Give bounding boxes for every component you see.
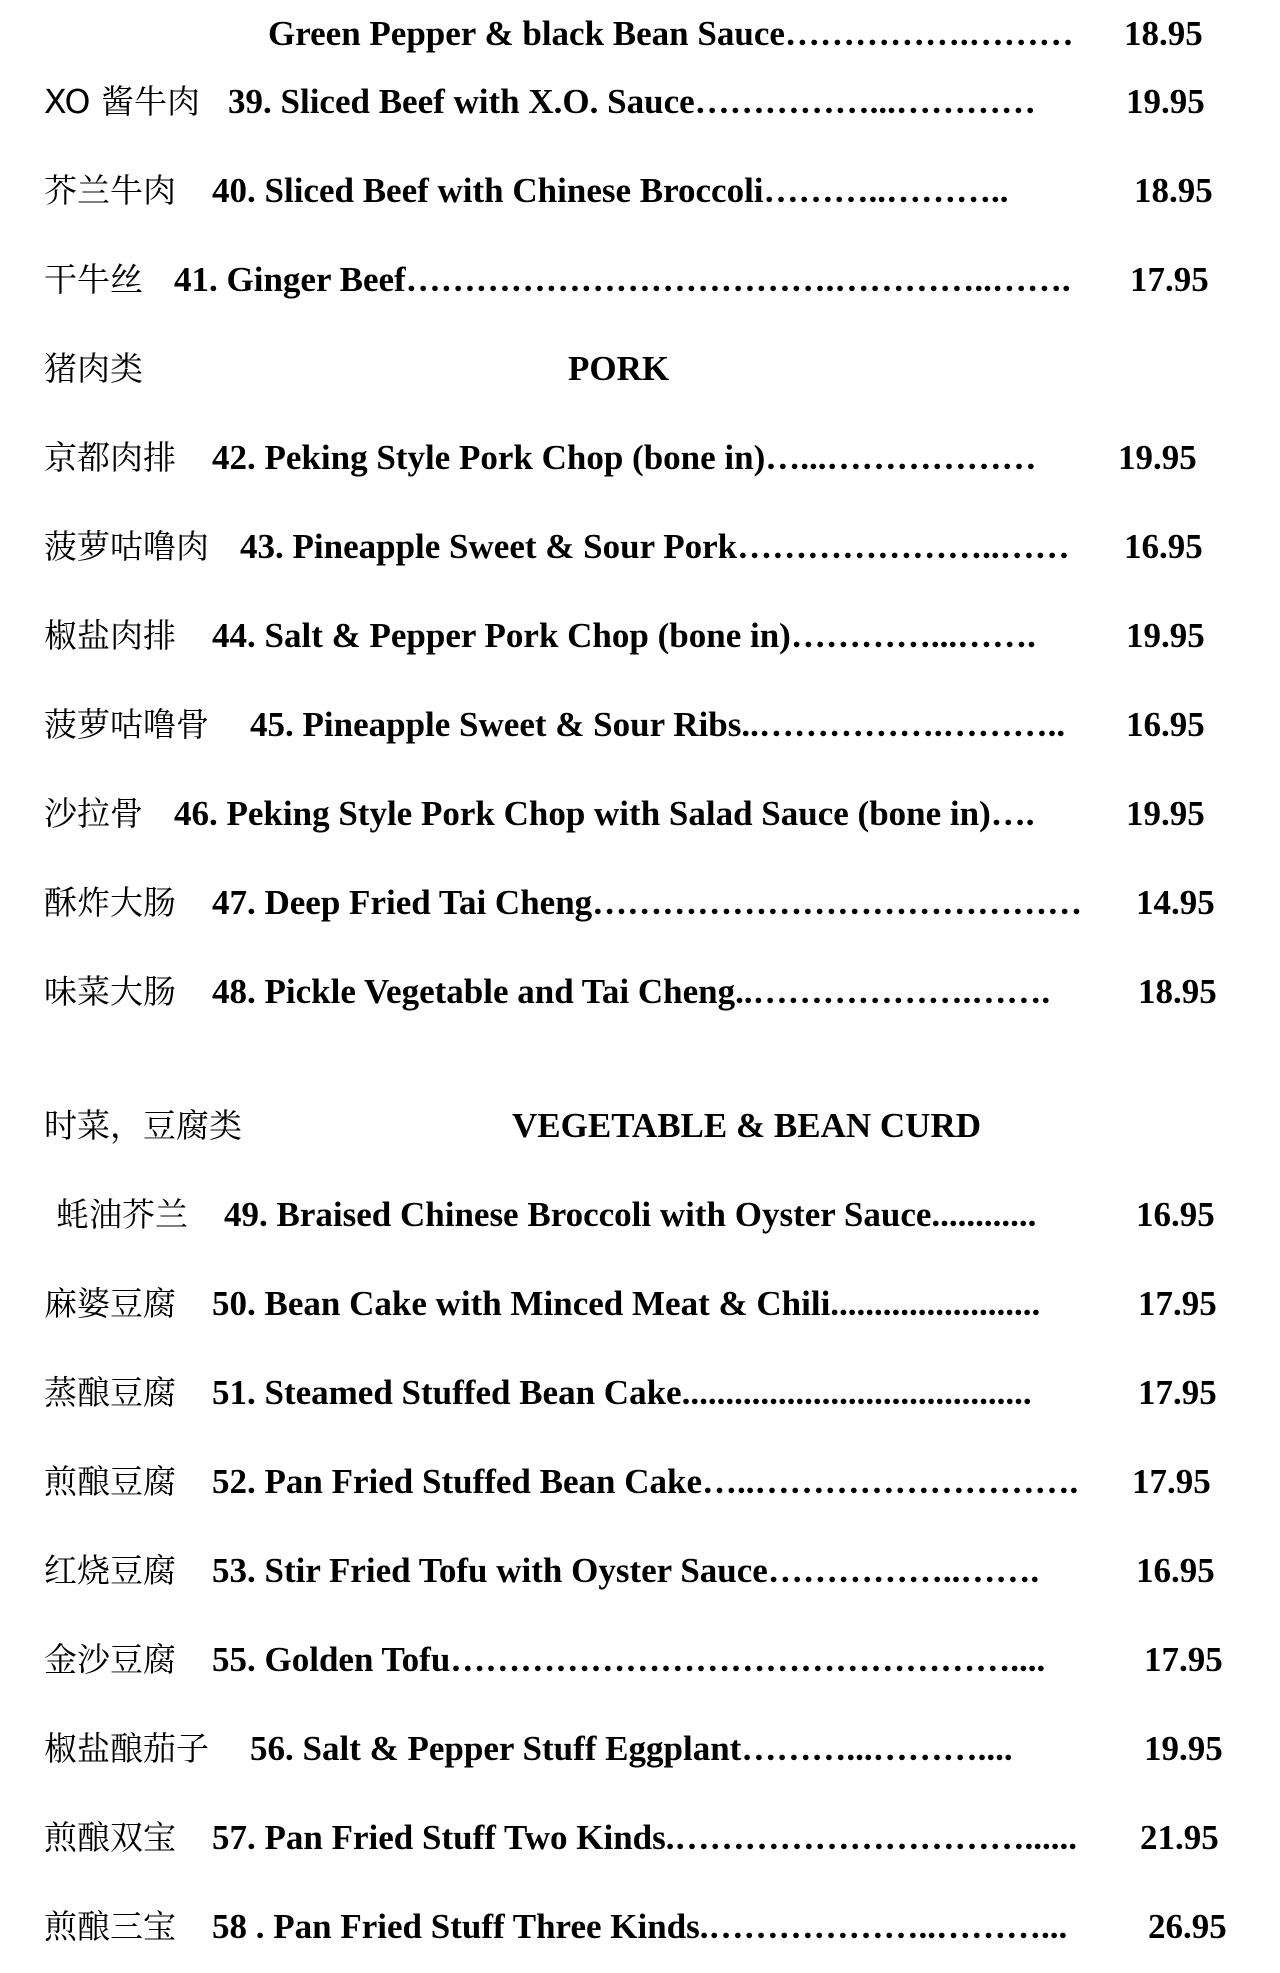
item-description: 44. Salt & Pepper Pork Chop (bone in)…………...……. [212,616,1036,655]
item-price: 16.95 [1136,1551,1215,1590]
item-description: 39. Sliced Beef with X.O. Sauce……………...………… [228,82,1036,121]
item-chinese-name: 蚝油芥兰 [56,1195,188,1234]
menu-item [0,428,1280,488]
item-description: 48. Pickle Vegetable and Tai Cheng..……………….……. [212,972,1051,1011]
section-title: PORK [568,349,670,388]
item-price: 17.95 [1130,260,1209,299]
item-description: 55. Golden Tofu………………………………………….... [212,1640,1046,1679]
item-chinese-name: 味菜大肠 [44,972,176,1011]
section-chinese-title: 猪肉类 [44,349,143,388]
item-price: 18.95 [1138,972,1217,1011]
item-price: 17.95 [1138,1373,1217,1412]
item-price: 19.95 [1126,616,1205,655]
menu-item [0,161,1280,221]
item-description: 45. Pineapple Sweet & Sour Ribs..…………….……….. [250,705,1066,744]
item-description: 51. Steamed Stuffed Bean Cake........................................ [212,1373,1032,1412]
menu-item [0,695,1280,755]
item-price: 14.95 [1136,883,1215,922]
item-price: 16.95 [1124,527,1203,566]
item-description: 46. Peking Style Pork Chop with Salad Sauce (bone in)…. [174,794,1035,833]
menu-item [0,962,1280,1022]
item-description: 52. Pan Fried Stuffed Bean Cake…..………………………. [212,1462,1079,1501]
menu-item [0,517,1280,577]
item-price: 18.95 [1124,14,1203,53]
item-description: Green Pepper & black Bean Sauce…………….……… [268,14,1074,53]
menu-item [0,1541,1280,1601]
item-description: 47. Deep Fried Tai Cheng…………………………………… [212,883,1083,922]
section-header-vegetable [0,1096,1280,1156]
item-description: 58 . Pan Fried Stuff Three Kinds.………………..………... [212,1907,1068,1946]
section-chinese-title: 时菜，豆腐类 [44,1106,242,1145]
section-header-pork [0,339,1280,399]
item-price: 19.95 [1126,794,1205,833]
menu-item [0,1630,1280,1690]
menu-item [0,1719,1280,1779]
item-chinese-name: 京都肉排 [44,438,176,477]
item-description: 49. Braised Chinese Broccoli with Oyster Sauce............ [224,1195,1037,1234]
menu-item-continuation [0,4,1280,64]
section-title: VEGETABLE & BEAN CURD [512,1106,981,1145]
item-chinese-name: 菠萝咕噜骨 [44,705,209,744]
item-chinese-name: 煎酿豆腐 [44,1462,176,1501]
item-price: 26.95 [1148,1907,1227,1946]
menu-item [0,1185,1280,1245]
item-price: 18.95 [1134,171,1213,210]
item-price: 19.95 [1126,82,1205,121]
item-price: 21.95 [1140,1818,1219,1857]
item-chinese-name: 椒盐肉排 [44,616,176,655]
menu-item [0,1363,1280,1423]
item-chinese-name: 红烧豆腐 [44,1551,176,1590]
item-chinese-name: 干牛丝 [44,260,143,299]
item-price: 19.95 [1118,438,1197,477]
menu-item [0,1897,1280,1957]
item-price: 17.95 [1144,1640,1223,1679]
menu-item [0,873,1280,933]
item-chinese-name: 麻婆豆腐 [44,1284,176,1323]
item-chinese-name: 煎酿双宝 [44,1818,176,1857]
menu-item [0,1808,1280,1868]
item-description: 42. Peking Style Pork Chop (bone in)…...……………… [212,438,1037,477]
item-price: 19.95 [1144,1729,1223,1768]
item-price: 17.95 [1138,1284,1217,1323]
menu-item [0,606,1280,666]
item-chinese-name: 芥兰牛肉 [44,171,176,210]
item-description: 41. Ginger Beef……………………………….…………..……. [174,260,1071,299]
item-price: 16.95 [1136,1195,1215,1234]
item-description: 50. Bean Cake with Minced Meat & Chili........................ [212,1284,1041,1323]
menu-item [0,1274,1280,1334]
item-description: 40. Sliced Beef with Chinese Broccoli………..……….. [212,171,1009,210]
item-description: 53. Stir Fried Tofu with Oyster Sauce……………..……. [212,1551,1040,1590]
item-chinese-name: 金沙豆腐 [44,1640,176,1679]
menu-item [0,1452,1280,1512]
item-price: 16.95 [1126,705,1205,744]
item-description: 57. Pan Fried Stuff Two Kinds.…………………………...... [212,1818,1078,1857]
menu-item [0,72,1280,132]
menu-item [0,250,1280,310]
item-description: 56. Salt & Pepper Stuff Eggplant………...……….... [250,1729,1013,1768]
item-chinese-name: 椒盐酿茄子 [44,1729,209,1768]
item-description: 43. Pineapple Sweet & Sour Pork…………………..…… [240,527,1070,566]
item-chinese-name: 酥炸大肠 [44,883,176,922]
item-chinese-name: XO 酱牛肉 [44,82,200,121]
item-chinese-name: 煎酿三宝 [44,1907,176,1946]
menu-item [0,784,1280,844]
item-chinese-name: 沙拉骨 [44,794,143,833]
item-chinese-name: 菠萝咕噜肉 [44,527,209,566]
item-chinese-name: 蒸酿豆腐 [44,1373,176,1412]
item-price: 17.95 [1132,1462,1211,1501]
